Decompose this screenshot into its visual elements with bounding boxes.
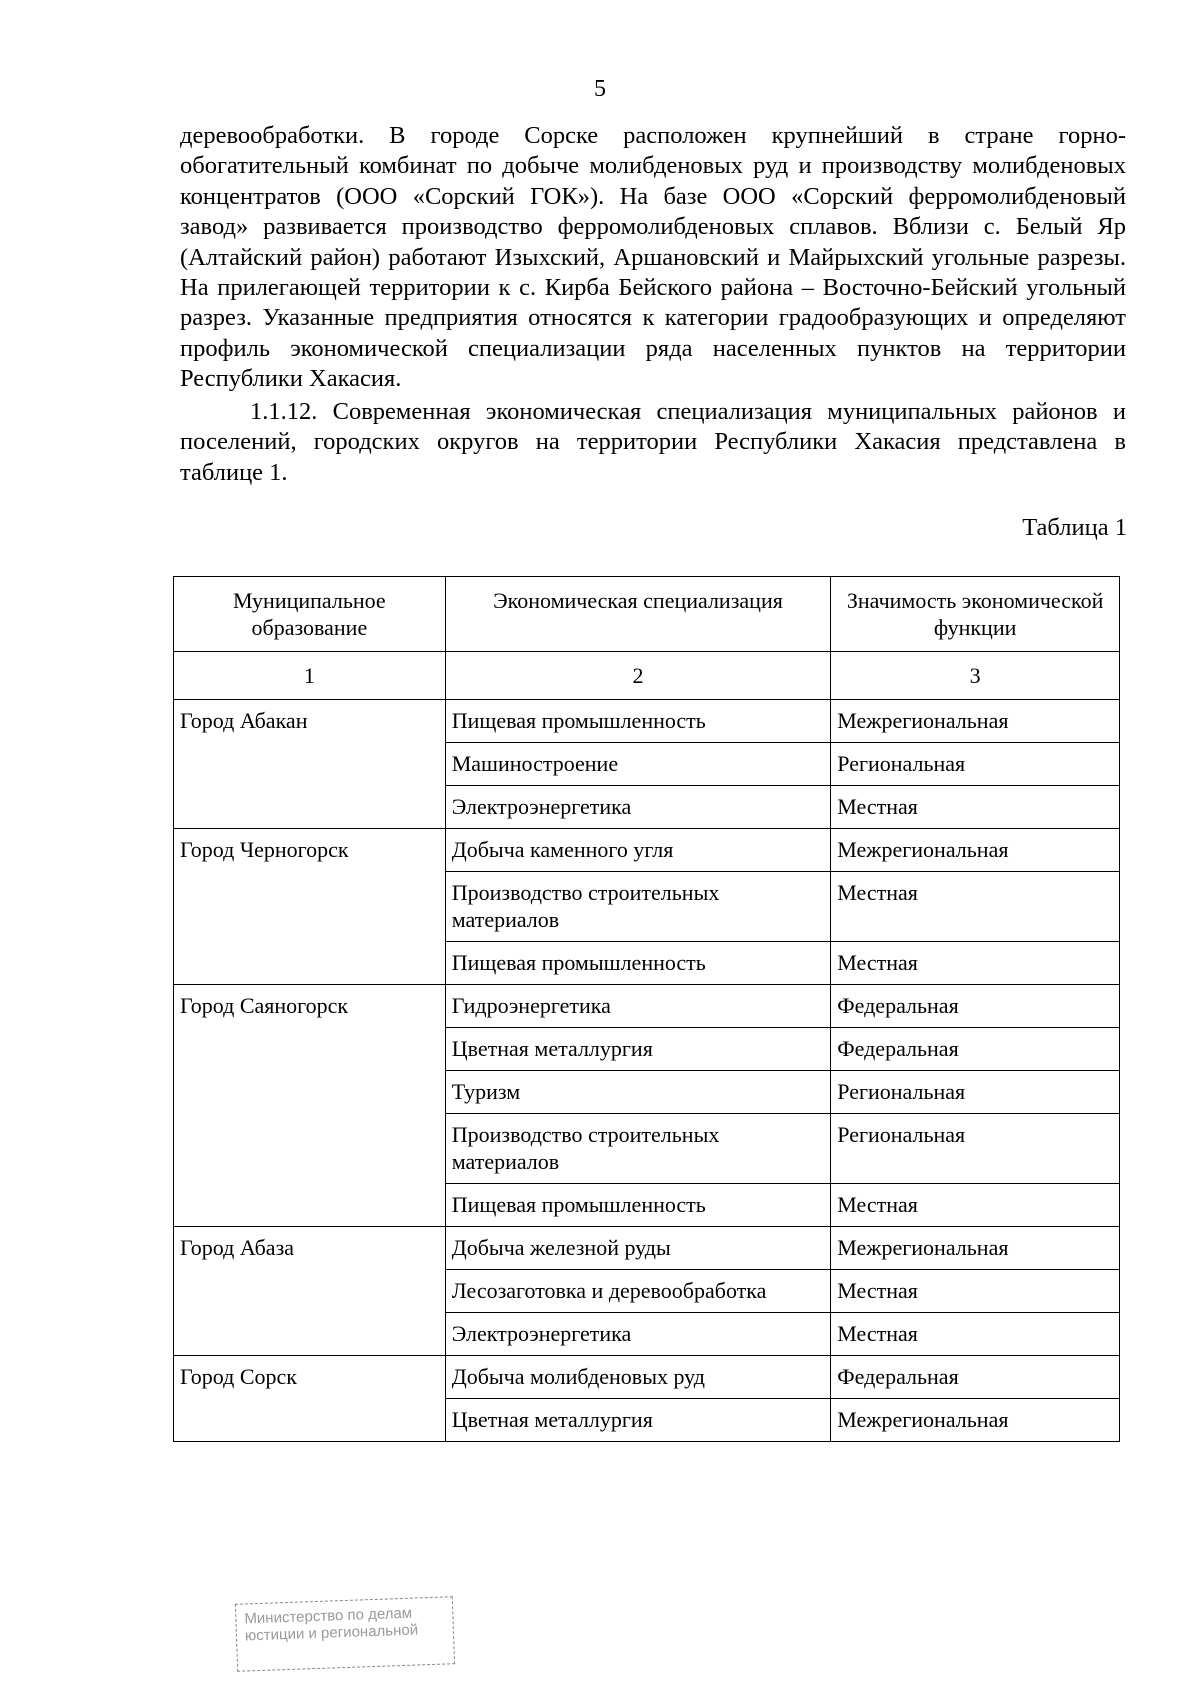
significance-cell: Региональная: [831, 1071, 1120, 1114]
significance-cell: Региональная: [831, 1114, 1120, 1184]
significance-cell: Федеральная: [831, 1356, 1120, 1399]
paragraph-1: деревообработки. В городе Сорске расположен крупнейший в стране горно-обогатительный комбинат по добыче молибденовых руд и производству молибденовых концентратов (ООО «Сорский ГОК»). На базе ООО «Сорский ферромолибденовый завод» развивается производство ферромолибденовых сплавов. Вблизи с. Белый Яр (Алтайский район) работают Изыхский, Аршановский и Майрыхский угольные разрезы. На прилегающей территории к с. Кирба Бейского района – Восточно-Бейский угольный разрез. Указанные предприятия относятся к категории градообразующих и определяют профиль экономической специализации ряда населенных пунктов на территории Республики Хакасия.: [180, 122, 1126, 393]
significance-cell: Межрегиональная: [831, 1399, 1120, 1442]
table-caption: Таблица 1: [1022, 514, 1127, 541]
column-number: 1: [174, 652, 446, 700]
table-row: [174, 700, 1120, 743]
header-municipality: Муниципальное образование: [174, 577, 446, 652]
specialization-cell: Туризм: [445, 1071, 831, 1114]
municipality-cell: Город Абакан: [174, 700, 446, 829]
significance-cell: Местная: [831, 872, 1120, 942]
specialization-cell: Цветная металлургия: [445, 1399, 831, 1442]
specialization-cell: Производство строительных материалов: [445, 1114, 831, 1184]
significance-cell: Местная: [831, 1184, 1120, 1227]
municipality-cell: Город Черногорск: [174, 829, 446, 985]
significance-cell: Федеральная: [831, 985, 1120, 1028]
significance-cell: Межрегиональная: [831, 1227, 1120, 1270]
significance-cell: Местная: [831, 1270, 1120, 1313]
specialization-cell: Производство строительных материалов: [445, 872, 831, 942]
specialization-cell: Пищевая промышленность: [445, 700, 831, 743]
significance-cell: Местная: [831, 1313, 1120, 1356]
specialization-cell: Цветная металлургия: [445, 1028, 831, 1071]
column-number-row: [174, 652, 1120, 700]
column-number: 2: [445, 652, 831, 700]
significance-cell: Местная: [831, 786, 1120, 829]
specialization-cell: Пищевая промышленность: [445, 942, 831, 985]
municipality-cell: Город Сорск: [174, 1356, 446, 1442]
specialization-cell: Добыча каменного угля: [445, 829, 831, 872]
specialization-cell: Добыча железной руды: [445, 1227, 831, 1270]
significance-cell: Региональная: [831, 743, 1120, 786]
header-significance: Значимость экономической функции: [831, 577, 1120, 652]
specialization-cell: Электроэнергетика: [445, 1313, 831, 1356]
municipality-cell: Город Саяногорск: [174, 985, 446, 1227]
paragraph-2: 1.1.12. Современная экономическая специализация муниципальных районов и поселений, городских округов на территории Республики Хакасия представлена в таблице 1.: [180, 398, 1126, 486]
specialization-cell: Электроэнергетика: [445, 786, 831, 829]
table-row: [174, 1227, 1120, 1270]
header-specialization: Экономическая специализация: [445, 577, 831, 652]
table-row: [174, 829, 1120, 872]
stamp-line: юстиции и региональной: [244, 1621, 419, 1645]
specialization-cell: Добыча молибденовых руд: [445, 1356, 831, 1399]
table-header-row: [174, 577, 1120, 652]
significance-cell: Местная: [831, 942, 1120, 985]
specialization-cell: Пищевая промышленность: [445, 1184, 831, 1227]
significance-cell: Федеральная: [831, 1028, 1120, 1071]
specialization-cell: Машиностроение: [445, 743, 831, 786]
table-row: [174, 1356, 1120, 1399]
table-body: [174, 700, 1120, 1442]
registration-stamp: [235, 1596, 455, 1672]
column-number: 3: [831, 652, 1120, 700]
specialization-cell: Гидроэнергетика: [445, 985, 831, 1028]
significance-cell: Межрегиональная: [831, 829, 1120, 872]
page-number: 5: [594, 76, 606, 102]
specialization-cell: Лесозаготовка и деревообработка: [445, 1270, 831, 1313]
specialization-table: [173, 576, 1120, 1442]
table-row: [174, 985, 1120, 1028]
municipality-cell: Город Абаза: [174, 1227, 446, 1356]
stamp-line: Министерство по делам: [244, 1604, 413, 1628]
significance-cell: Межрегиональная: [831, 700, 1120, 743]
